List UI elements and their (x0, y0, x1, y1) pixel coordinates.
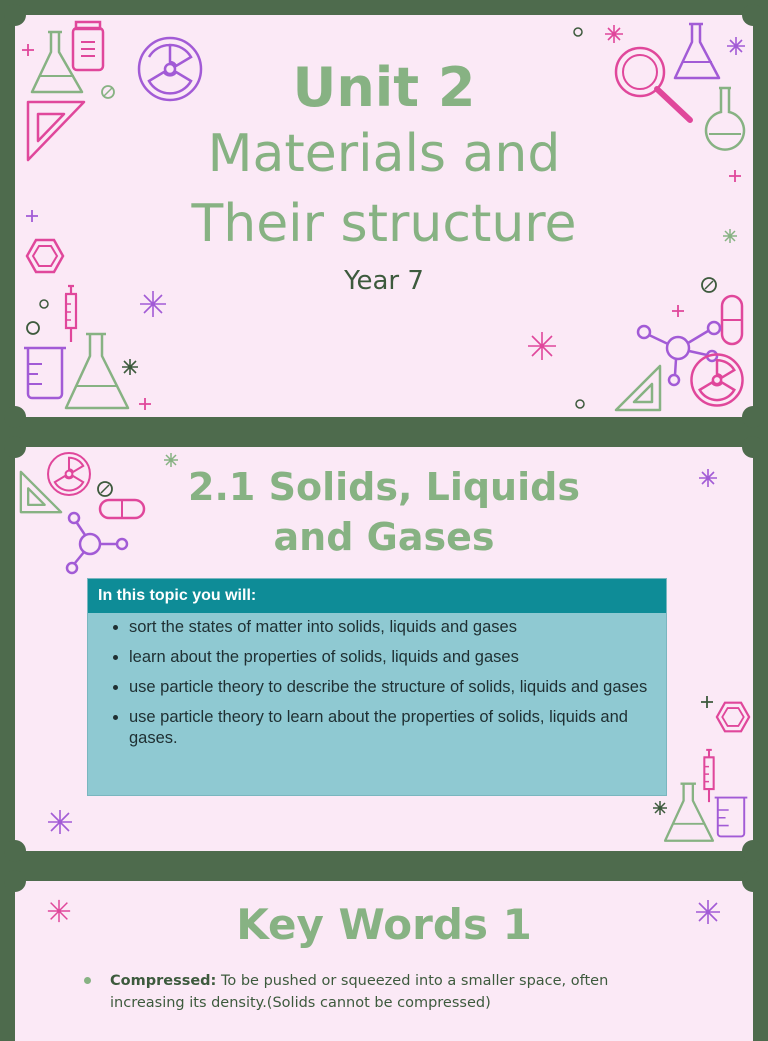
pill-icon (720, 294, 744, 346)
title-line-1: Materials and (207, 124, 561, 184)
plus-icon (26, 210, 38, 222)
radiation-icon (689, 352, 745, 408)
circle-dot-icon (38, 298, 50, 310)
list-item: • sort the states of matter into solids, liquids and gases (129, 617, 652, 638)
sparkle-icon (694, 898, 722, 926)
flask-icon (672, 22, 722, 82)
slide-2-title-line-2: and Gases (273, 515, 495, 559)
slide-2-title-line-1: 2.1 Solids, Liquids (188, 465, 580, 509)
circle-dot-icon (100, 84, 116, 100)
circle-dot-icon (25, 320, 41, 336)
sparkle-icon (726, 36, 746, 56)
circle-dot-icon (700, 276, 718, 294)
list-item: • learn about the properties of solids, liquids and gases (129, 647, 652, 668)
key-word-definition: To be pushed or squeezed into a smaller space, often increasing its density.(Solids cannot be compressed) (110, 973, 609, 1011)
molecule-icon (60, 512, 130, 576)
sparkle-icon (652, 800, 668, 816)
objectives-heading: In this topic you will: (88, 579, 666, 613)
radiation-icon (136, 35, 204, 103)
year-label: Year 7 (344, 266, 424, 296)
slide-3-title: Key Words 1 (236, 900, 532, 949)
sparkle-icon (698, 468, 718, 488)
hexagon-icon (716, 700, 750, 734)
circle-dot-icon (572, 26, 584, 38)
triangle-ruler-icon (26, 100, 86, 162)
slide-1 (0, 0, 768, 430)
unit-title: Unit 2 (292, 56, 476, 119)
objectives-list (88, 617, 666, 758)
list-item: • use particle theory to describe the structure of solids, liquids and gases (129, 677, 652, 698)
circle-dot-icon (574, 398, 586, 410)
sparkle-icon (604, 24, 624, 44)
sparkle-icon (121, 358, 139, 376)
plus-icon (22, 44, 34, 56)
plus-icon (729, 170, 741, 182)
sparkle-icon (163, 452, 179, 468)
circle-dot-icon (96, 480, 114, 498)
hexagon-icon (26, 237, 64, 275)
beaker-icon (712, 796, 750, 838)
triangle-ruler-icon (614, 364, 662, 412)
round-flask-icon (703, 86, 747, 154)
sparkle-icon (46, 898, 72, 924)
sparkle-icon (722, 228, 738, 244)
list-bullet (84, 977, 91, 984)
key-word-term: Compressed: (110, 973, 217, 989)
objectives-box (88, 579, 666, 795)
triangle-ruler-icon (19, 470, 63, 514)
sparkle-icon (138, 289, 168, 319)
key-word-item (110, 970, 670, 1014)
sparkle-icon (46, 808, 74, 836)
jar-icon (70, 20, 106, 72)
title-line-2: Their structure (191, 194, 577, 254)
sparkle-icon (526, 330, 558, 362)
flask-icon (662, 782, 716, 844)
plus-icon (139, 398, 151, 410)
plus-icon (701, 696, 713, 708)
list-item: • use particle theory to learn about the properties of solids, liquids and gases. (129, 707, 652, 749)
